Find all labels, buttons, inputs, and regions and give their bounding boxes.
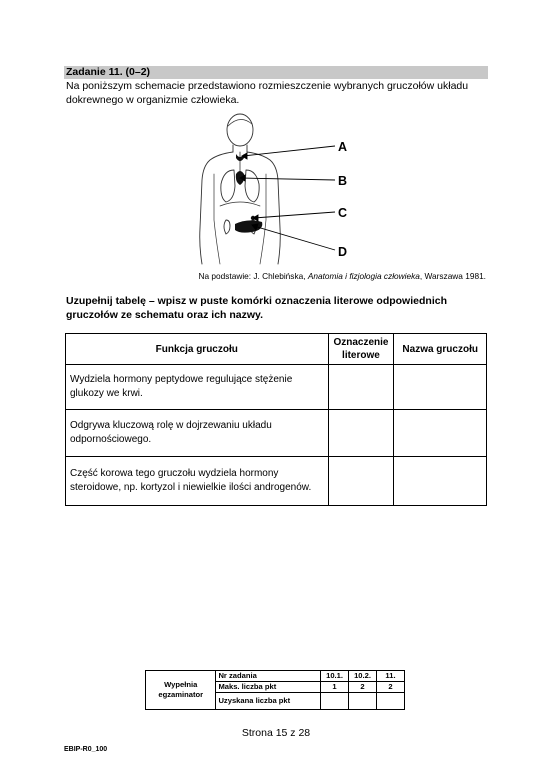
row-label: Nr zadania — [216, 671, 321, 682]
source-citation — [190, 271, 486, 281]
max-points: 2 — [377, 682, 405, 693]
left-lung — [221, 170, 235, 202]
score-row-tasks — [146, 671, 405, 682]
task-intro: Na poniższym schemacie przedstawiono rozmieszczenie wybranych gruczołów układu dokrewnego w organizmie człowieka. — [66, 80, 469, 106]
right-body-outline — [247, 152, 280, 264]
header-letter: Oznaczenie literowe — [328, 334, 394, 365]
exam-code: EBIP-R0_100 — [64, 746, 108, 753]
endocrine-diagram — [190, 108, 360, 266]
obtained-points-cell[interactable] — [377, 693, 405, 710]
row-label: Maks. liczba pkt — [216, 682, 321, 693]
letter-answer-cell[interactable] — [328, 365, 394, 410]
label-b: B — [338, 174, 348, 188]
obtained-points-cell[interactable] — [349, 693, 377, 710]
label-c: C — [338, 206, 348, 220]
header-name: Nazwa gruczołu — [394, 334, 487, 365]
name-answer-cell[interactable] — [394, 410, 487, 457]
leader-line-d — [254, 226, 335, 250]
task-header: Zadanie 11. (0–2) — [64, 66, 488, 79]
head-outline — [227, 114, 253, 146]
page-number: Strona 15 z 28 — [241, 727, 311, 739]
task-number: 11. — [377, 671, 405, 682]
leader-line-a — [243, 146, 335, 156]
function-cell: Część korowa tego gruczołu wydziela hormony steroidowe, np. kortyzol i niewielkie ilości androgenów. — [66, 457, 329, 506]
answer-table — [65, 333, 487, 506]
max-points: 1 — [321, 682, 349, 693]
function-cell: Odgrywa kluczową rolę w dojrzewaniu układu odpornościowego. — [66, 410, 329, 457]
row-label: Uzyskana liczba pkt — [216, 693, 321, 710]
grader-label: Wypełnia egzaminator — [146, 671, 216, 710]
letter-answer-cell[interactable] — [328, 410, 394, 457]
source-title: Anatomia i fizjologia człowieka — [307, 271, 420, 281]
function-cell: Wydziela hormony peptydowe regulujące stężenie glukozy we krwi. — [66, 365, 329, 410]
name-answer-cell[interactable] — [394, 365, 487, 410]
letter-answer-cell[interactable] — [328, 457, 394, 506]
source-prefix: Na podstawie: J. Chlebińska, — [198, 271, 308, 281]
source-suffix: , Warszawa 1981. — [419, 271, 486, 281]
table-row — [66, 457, 487, 506]
header-function: Funkcja gruczołu — [66, 334, 329, 365]
pancreas-gland — [235, 220, 262, 232]
left-kidney — [224, 220, 230, 234]
task-number: 10.1. — [321, 671, 349, 682]
obtained-points-cell[interactable] — [321, 693, 349, 710]
table-row — [66, 410, 487, 457]
leader-line-b — [241, 178, 335, 180]
answer-table-header — [66, 334, 487, 365]
max-points: 2 — [349, 682, 377, 693]
scoring-table — [145, 670, 405, 710]
label-a: A — [338, 140, 348, 154]
task-number: 10.2. — [349, 671, 377, 682]
right-lung — [245, 170, 259, 202]
label-d: D — [338, 245, 348, 259]
task-instruction: Uzupełnij tabelę – wpisz w puste komórki oznaczenia literowe odpowiednich gruczołów ze schematu oraz ich nazwy. — [66, 295, 447, 321]
left-body-outline — [200, 152, 233, 264]
name-answer-cell[interactable] — [394, 457, 487, 506]
table-row — [66, 365, 487, 410]
